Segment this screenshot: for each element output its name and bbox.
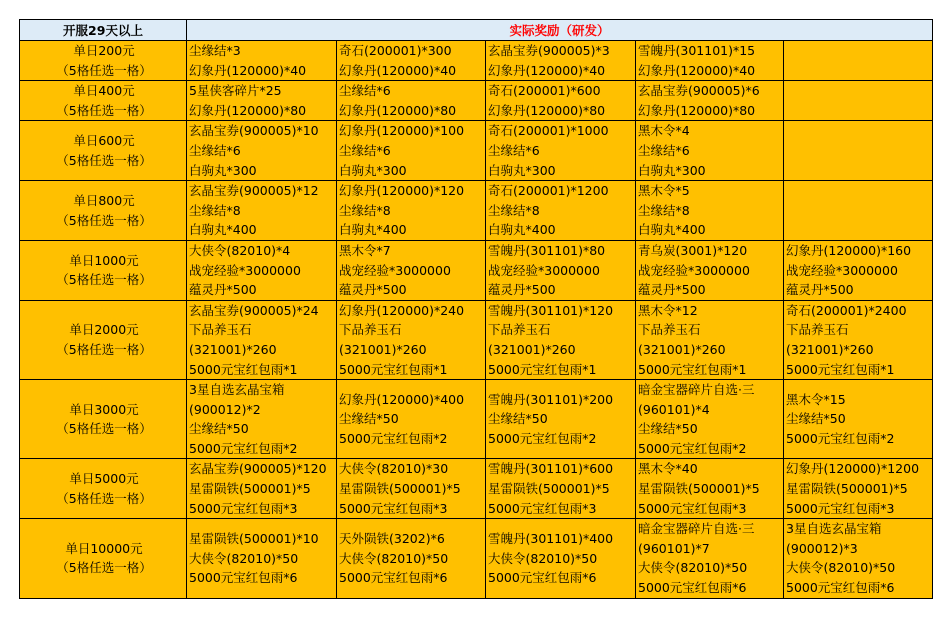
reward-line: 尘缘结*6 [339,83,391,99]
reward-line: 5000元宝红包雨*2 [488,431,597,447]
reward-cell [784,240,933,300]
reward-line: 白驹丸*400 [638,222,706,238]
tier-amount: 单日2000元 [69,322,139,338]
tier-cell [20,459,187,519]
tier-cell [20,41,187,81]
table-row [20,300,933,379]
reward-line: 星雷陨铁(500001)*5 [786,481,908,497]
reward-line: (321001)*260 [339,341,427,357]
reward-line: 战宠经验*3000000 [488,262,600,278]
reward-line: 天外陨铁(3202)*6 [339,531,445,547]
reward-line: 星雷陨铁(500001)*10 [189,531,319,547]
reward-line: 大侠令(82010)*30 [339,461,449,477]
reward-line: 5000元宝红包雨*6 [339,570,448,586]
tier-cell [20,519,187,598]
reward-line: 白驹丸*400 [189,222,257,238]
reward-line: (321001)*260 [638,341,726,357]
tier-note: （5格任选一格） [56,341,152,357]
reward-line: 5星侠客碎片*25 [189,83,282,99]
reward-line: 大侠令(82010)*50 [786,560,896,576]
reward-line: 幻象丹(120000)*120 [339,183,465,199]
reward-line: 幻象丹(120000)*240 [339,302,465,318]
reward-line: 白驹丸*400 [339,222,407,238]
header-row [20,20,933,41]
reward-line: 战宠经验*3000000 [638,262,750,278]
reward-line: 玄晶宝券(900005)*12 [189,183,319,199]
reward-cell [636,240,784,300]
reward-line: 玄晶宝券(900005)*3 [488,43,610,58]
tier-amount: 单日200元 [73,43,135,58]
reward-line: 5000元宝红包雨*2 [189,440,298,456]
reward-line: 尘缘结*8 [339,202,391,218]
reward-cell [337,240,486,300]
reward-cell [636,121,784,181]
reward-line: 玄晶宝券(900005)*10 [189,123,319,139]
reward-line: 5000元宝红包雨*2 [638,440,747,456]
reward-line: 雪魄丹(301101)*120 [488,302,614,318]
reward-line: 黑木令*5 [638,183,690,199]
reward-line: 雪魄丹(301101)*15 [638,43,756,58]
reward-line: 雪魄丹(301101)*400 [488,531,614,547]
reward-line: 尘缘结*6 [638,142,690,158]
tier-amount: 单日3000元 [69,401,139,417]
tier-amount: 单日1000元 [69,252,139,268]
reward-line: 下品养玉石 [488,322,551,338]
reward-line: 5000元宝红包雨*1 [786,361,895,377]
reward-line: 黑木令*4 [638,123,690,139]
reward-line: 蕴灵丹*500 [339,282,407,298]
reward-line: 星雷陨铁(500001)*5 [638,481,760,497]
reward-line: (321001)*260 [189,341,277,357]
tier-amount: 单日600元 [73,133,135,149]
reward-cell [636,380,784,459]
tier-cell [20,240,187,300]
reward-cell [187,181,337,241]
tier-note: （5格任选一格） [56,490,152,506]
reward-line: 5000元宝红包雨*3 [339,500,448,516]
reward-line: 幻象丹(120000)*400 [339,391,465,407]
reward-line: (960101)*4 [638,401,710,417]
reward-line: 尘缘结*6 [339,142,391,158]
reward-cell [187,300,337,379]
reward-line: 尘缘结*50 [189,421,249,437]
reward-line: 幻象丹(120000)*80 [488,102,606,118]
reward-line: 雪魄丹(301101)*200 [488,391,614,407]
header-rewards: 实际奖励（研发） [187,20,933,41]
reward-line: 黑木令*12 [638,302,698,318]
reward-cell [337,121,486,181]
reward-table [19,19,933,599]
reward-line: 战宠经验*3000000 [339,262,451,278]
reward-line: 尘缘结*6 [189,142,241,158]
tier-note: （5格任选一格） [56,102,152,118]
reward-cell [337,81,486,121]
reward-line: 3星自选玄晶宝箱 [786,521,882,537]
reward-line: 5000元宝红包雨*3 [488,500,597,516]
tier-note: （5格任选一格） [56,421,152,437]
reward-cell [337,41,486,81]
reward-cell [636,41,784,81]
reward-cell [187,121,337,181]
reward-line: 下品养玉石 [189,322,252,338]
table-row [20,459,933,519]
reward-line: 奇石(200001)*1200 [488,183,609,199]
tier-note: （5格任选一格） [56,212,152,228]
reward-line: 奇石(200001)*1000 [488,123,609,139]
reward-line: 幻象丹(120000)*80 [189,102,307,118]
reward-cell [784,121,933,181]
tier-cell [20,380,187,459]
tier-amount: 单日5000元 [69,471,139,487]
table-row [20,41,933,81]
reward-line: 幻象丹(120000)*40 [488,62,606,78]
reward-line: 5000元宝红包雨*1 [339,361,448,377]
tier-cell [20,181,187,241]
reward-line: 蕴灵丹*500 [488,282,556,298]
reward-line: 白驹丸*300 [638,162,706,178]
reward-line: 暗金宝器碎片自选·三 [638,521,755,537]
reward-line: 5000元宝红包雨*3 [638,500,747,516]
reward-cell [337,519,486,598]
reward-line: 蕴灵丹*500 [189,282,257,298]
reward-line: 5000元宝红包雨*6 [638,580,747,596]
reward-line: (900012)*2 [189,401,261,417]
reward-line: 大侠令(82010)*50 [488,550,598,566]
reward-line: 蕴灵丹*500 [786,282,854,298]
reward-line: 5000元宝红包雨*1 [488,361,597,377]
reward-line: 尘缘结*8 [488,202,540,218]
reward-line: 幻象丹(120000)*1200 [786,461,920,477]
reward-cell [337,300,486,379]
tier-amount: 单日400元 [73,83,135,99]
reward-line: 5000元宝红包雨*6 [786,580,895,596]
reward-line: 玄晶宝券(900005)*24 [189,302,319,318]
reward-line: (321001)*260 [786,341,874,357]
table-row [20,240,933,300]
reward-line: 尘缘结*8 [189,202,241,218]
reward-line: 尘缘结*8 [638,202,690,218]
reward-line: 白驹丸*300 [488,162,556,178]
reward-line: 大侠令(82010)*50 [339,550,449,566]
table-row [20,519,933,598]
reward-cell [636,459,784,519]
reward-line: 尘缘结*50 [488,411,548,427]
reward-line: 大侠令(82010)*4 [189,242,291,258]
reward-cell [784,41,933,81]
reward-cell [337,459,486,519]
reward-cell [486,121,636,181]
reward-line: 大侠令(82010)*50 [638,560,748,576]
reward-line: 尘缘结*50 [786,411,846,427]
reward-cell [486,41,636,81]
reward-line: 奇石(200001)*300 [339,43,452,58]
tier-note: （5格任选一格） [56,62,152,78]
reward-cell [187,240,337,300]
reward-line: 黑木令*7 [339,242,391,258]
tier-cell [20,121,187,181]
reward-line: 白驹丸*400 [488,222,556,238]
table-body [20,41,933,599]
table-row [20,181,933,241]
header-tier: 开服29天以上 [20,20,187,41]
reward-line: 5000元宝红包雨*1 [189,361,298,377]
reward-line: 尘缘结*50 [638,421,698,437]
reward-line: 5000元宝红包雨*3 [189,500,298,516]
reward-line: 幻象丹(120000)*40 [339,62,457,78]
reward-cell [636,519,784,598]
reward-cell [784,300,933,379]
reward-line: (960101)*7 [638,540,710,556]
reward-line: 星雷陨铁(500001)*5 [339,481,461,497]
reward-cell [337,380,486,459]
reward-line: 黑木令*15 [786,391,846,407]
reward-cell [486,519,636,598]
reward-cell [187,41,337,81]
reward-line: 玄晶宝券(900005)*120 [189,461,327,477]
reward-line: 白驹丸*300 [339,162,407,178]
reward-line: 尘缘结*3 [189,43,241,58]
reward-line: 下品养玉石 [638,322,701,338]
reward-cell [187,81,337,121]
reward-cell [784,380,933,459]
reward-line: 幻象丹(120000)*80 [638,102,756,118]
reward-line: 雪魄丹(301101)*80 [488,242,606,258]
reward-cell [784,459,933,519]
tier-note: （5格任选一格） [56,560,152,576]
tier-amount: 单日10000元 [65,540,143,556]
reward-cell [486,380,636,459]
reward-line: 奇石(200001)*2400 [786,302,907,318]
reward-cell [636,81,784,121]
reward-line: 奇石(200001)*600 [488,83,601,99]
reward-cell [187,380,337,459]
reward-cell [636,181,784,241]
reward-line: 白驹丸*300 [189,162,257,178]
reward-line: 星雷陨铁(500001)*5 [488,481,610,497]
reward-cell [486,300,636,379]
reward-line: 5000元宝红包雨*6 [189,570,298,586]
reward-cell [486,240,636,300]
reward-line: 暗金宝器碎片自选·三 [638,382,755,398]
reward-cell [187,459,337,519]
reward-line: 尘缘结*6 [488,142,540,158]
reward-line: 蕴灵丹*500 [638,282,706,298]
reward-line: 玄晶宝券(900005)*6 [638,83,760,99]
reward-line: (900012)*3 [786,540,858,556]
reward-line: 5000元宝红包雨*1 [638,361,747,377]
reward-line: 幻象丹(120000)*40 [189,62,307,78]
reward-cell [784,81,933,121]
reward-line: 大侠令(82010)*50 [189,550,299,566]
reward-line: 幻象丹(120000)*160 [786,242,912,258]
tier-cell [20,300,187,379]
reward-line: 5000元宝红包雨*2 [786,431,895,447]
reward-line: 5000元宝红包雨*3 [786,500,895,516]
reward-line: 幻象丹(120000)*100 [339,123,465,139]
reward-cell [486,81,636,121]
tier-note: （5格任选一格） [56,272,152,288]
tier-amount: 单日800元 [73,192,135,208]
reward-line: 下品养玉石 [786,322,849,338]
reward-line: 战宠经验*3000000 [189,262,301,278]
reward-line: 青乌炭(3001)*120 [638,242,748,258]
reward-cell [486,459,636,519]
reward-line: 星雷陨铁(500001)*5 [189,481,311,497]
reward-cell [337,181,486,241]
reward-line: 幻象丹(120000)*80 [339,102,457,118]
table-row [20,121,933,181]
table-row [20,81,933,121]
reward-line: 尘缘结*50 [339,411,399,427]
reward-line: 5000元宝红包雨*6 [488,570,597,586]
reward-line: 5000元宝红包雨*2 [339,431,448,447]
reward-line: (321001)*260 [488,341,576,357]
tier-cell [20,81,187,121]
reward-line: 雪魄丹(301101)*600 [488,461,614,477]
reward-cell [784,181,933,241]
reward-line: 下品养玉石 [339,322,402,338]
table-row [20,380,933,459]
reward-cell [784,519,933,598]
reward-line: 幻象丹(120000)*40 [638,62,756,78]
reward-line: 黑木令*40 [638,461,698,477]
reward-cell [486,181,636,241]
reward-line: 战宠经验*3000000 [786,262,898,278]
reward-cell [636,300,784,379]
reward-cell [187,519,337,598]
reward-line: 3星自选玄晶宝箱 [189,382,285,398]
tier-note: （5格任选一格） [56,152,152,168]
